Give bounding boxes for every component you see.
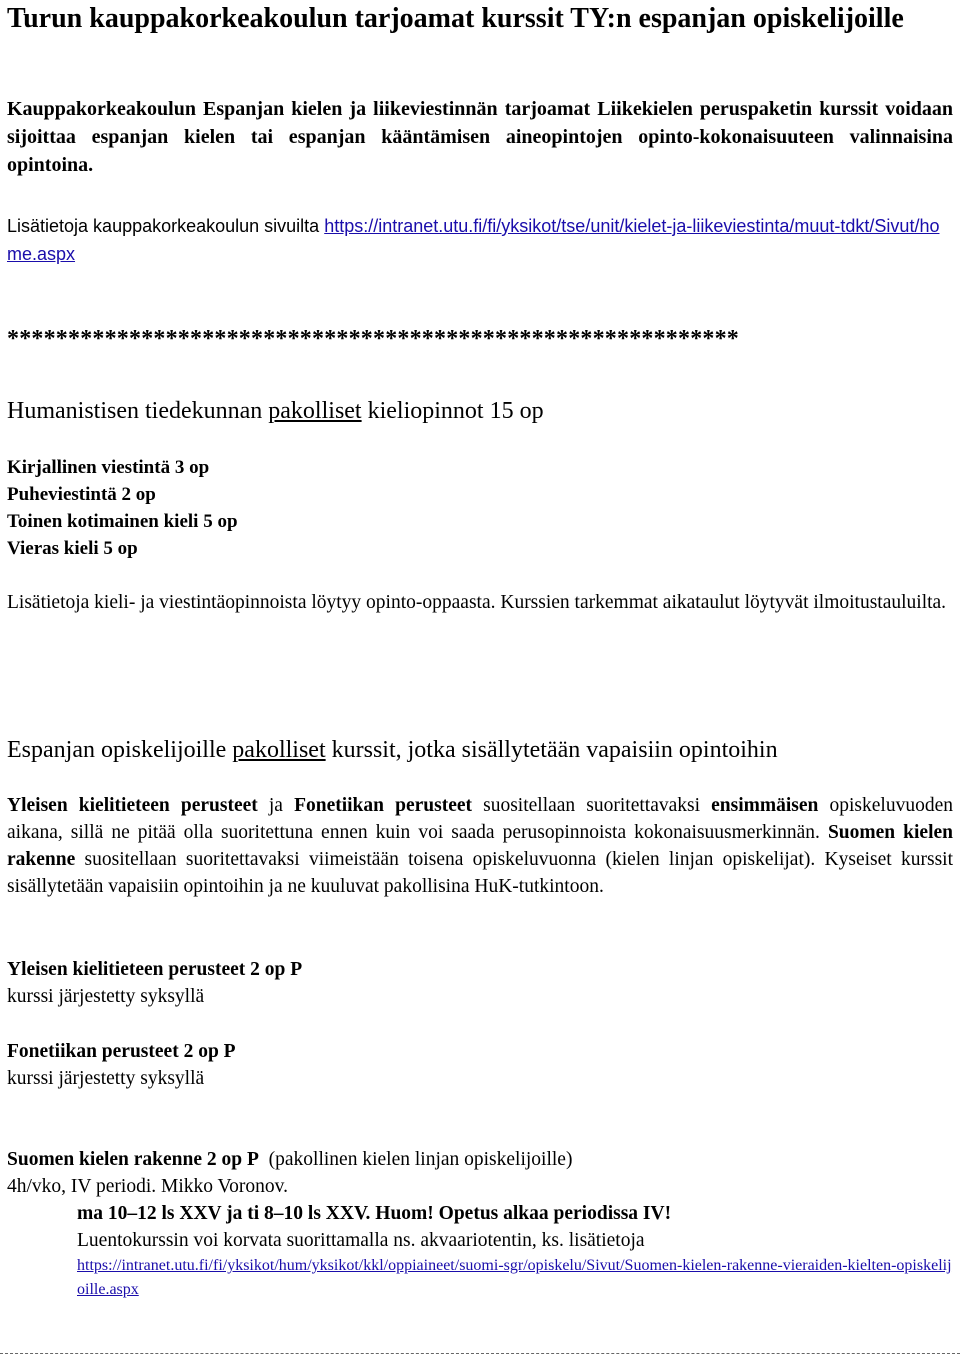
spanish-paragraph bbox=[7, 792, 953, 900]
spanish-heading-pre: Espanjan opiskelijoille bbox=[7, 737, 233, 763]
paragraph-text: ja bbox=[257, 795, 295, 816]
spanish-heading bbox=[7, 735, 953, 765]
spanish-heading-post: kurssit, jotka sisällytetään vapaisiin opintoihin bbox=[325, 737, 778, 763]
course-item: Puheviestintä 2 op bbox=[7, 484, 156, 505]
course-info-link[interactable]: https://intranet.utu.fi/fi/yksikot/hum/yksikot/kkl/oppiaineet/suomi-sgr/opiskelu/Sivut/Suomen-kielen-rakenne-vieraiden-kielten-opiskelijoille.aspx bbox=[77, 1257, 952, 1298]
course-note: kurssi järjestetty syksyllä bbox=[7, 986, 205, 1007]
paragraph-text: suositellaan suoritettavaksi bbox=[472, 795, 712, 816]
humanities-heading bbox=[7, 396, 953, 426]
course-name-bold: Suomen kielen rakenne bbox=[7, 822, 953, 870]
spanish-heading-underlined: pakolliset bbox=[232, 737, 326, 763]
course-block-1 bbox=[7, 956, 953, 1010]
course-item: Vieras kieli 5 op bbox=[7, 538, 138, 559]
course-title-note: (pakollinen kielen linjan opiskelijoille) bbox=[258, 1149, 573, 1170]
humanities-course-list bbox=[7, 454, 953, 562]
tse-info-line bbox=[7, 212, 953, 268]
humanities-heading-post: kieliopinnot 15 op bbox=[361, 398, 544, 424]
course-block-3 bbox=[7, 1146, 953, 1254]
course-name-bold: Yleisen kielitieteen perusteet bbox=[7, 795, 258, 816]
humanities-heading-underlined: pakolliset bbox=[268, 398, 362, 424]
course-title: Suomen kielen rakenne 2 op P bbox=[7, 1149, 259, 1170]
paragraph-text: suositellaan suoritettavaksi viimeistään toisena opiskeluvuonna (kielen linjan opiskelijat). Kyseiset kurssit sisällytetään vapaisiin opintoihin ja ne kuuluvat pakollisina HuK-tutkintoon. bbox=[7, 849, 953, 897]
course-block-2 bbox=[7, 1038, 953, 1092]
page-divider bbox=[0, 1353, 960, 1354]
course-name-bold: Fonetiikan perusteet bbox=[294, 795, 472, 816]
separator-stars: ************************************************************ bbox=[7, 326, 739, 352]
paragraph-text: opiskeluvuoden aikana, sillä ne pitää olla suoritettuna ennen kuin voi saada perusopinnoista kokonaisuusmerkinnän. bbox=[7, 795, 953, 843]
course-schedule: 4h/vko, IV periodi. Mikko Voronov. bbox=[7, 1176, 288, 1197]
humanities-info: Lisätietoja kieli- ja viestintäopinnoista löytyy opinto-oppaasta. Kurssien tarkemmat aikataulut löytyvät ilmoitustauluilta. bbox=[7, 592, 947, 613]
course-link-line bbox=[77, 1254, 953, 1302]
intro-paragraph: Kauppakorkeakoulun Espanjan kielen ja liikeviestinnän tarjoamat Liikekielen peruspaketin kurssit voidaan sijoittaa espanjan kielen tai espanjan kääntämisen aineopintojen opinto-kokonaisuuteen valinnaisina opintoina. bbox=[7, 98, 953, 176]
course-title: Yleisen kielitieteen perusteet 2 op P bbox=[7, 959, 303, 980]
emphasis-bold: ensimmäisen bbox=[711, 795, 819, 816]
tse-info-prefix: Lisätietoja kauppakorkeakoulun sivuilta bbox=[7, 216, 325, 236]
course-item: Kirjallinen viestintä 3 op bbox=[7, 457, 210, 478]
tse-info-link[interactable]: https://intranet.utu.fi/fi/yksikot/tse/unit/kielet-ja-liikeviestinta/muut-tdkt/Sivut/home.aspx bbox=[7, 216, 940, 264]
course-item: Toinen kotimainen kieli 5 op bbox=[7, 511, 238, 532]
humanities-heading-pre: Humanistisen tiedekunnan bbox=[7, 398, 269, 424]
course-exam-note: Luentokurssin voi korvata suorittamalla ns. akvaariotentin, ks. lisätietoja bbox=[77, 1230, 645, 1251]
course-title-line bbox=[7, 1146, 953, 1173]
course-times: ma 10–12 ls XXV ja ti 8–10 ls XXV. Huom! Opetus alkaa periodissa IV! bbox=[77, 1203, 672, 1224]
page-title: Turun kauppakorkeakoulun tarjoamat kurssit TY:n espanjan opiskelijoille bbox=[7, 3, 904, 34]
course-title: Fonetiikan perusteet 2 op P bbox=[7, 1041, 236, 1062]
course-note: kurssi järjestetty syksyllä bbox=[7, 1068, 205, 1089]
